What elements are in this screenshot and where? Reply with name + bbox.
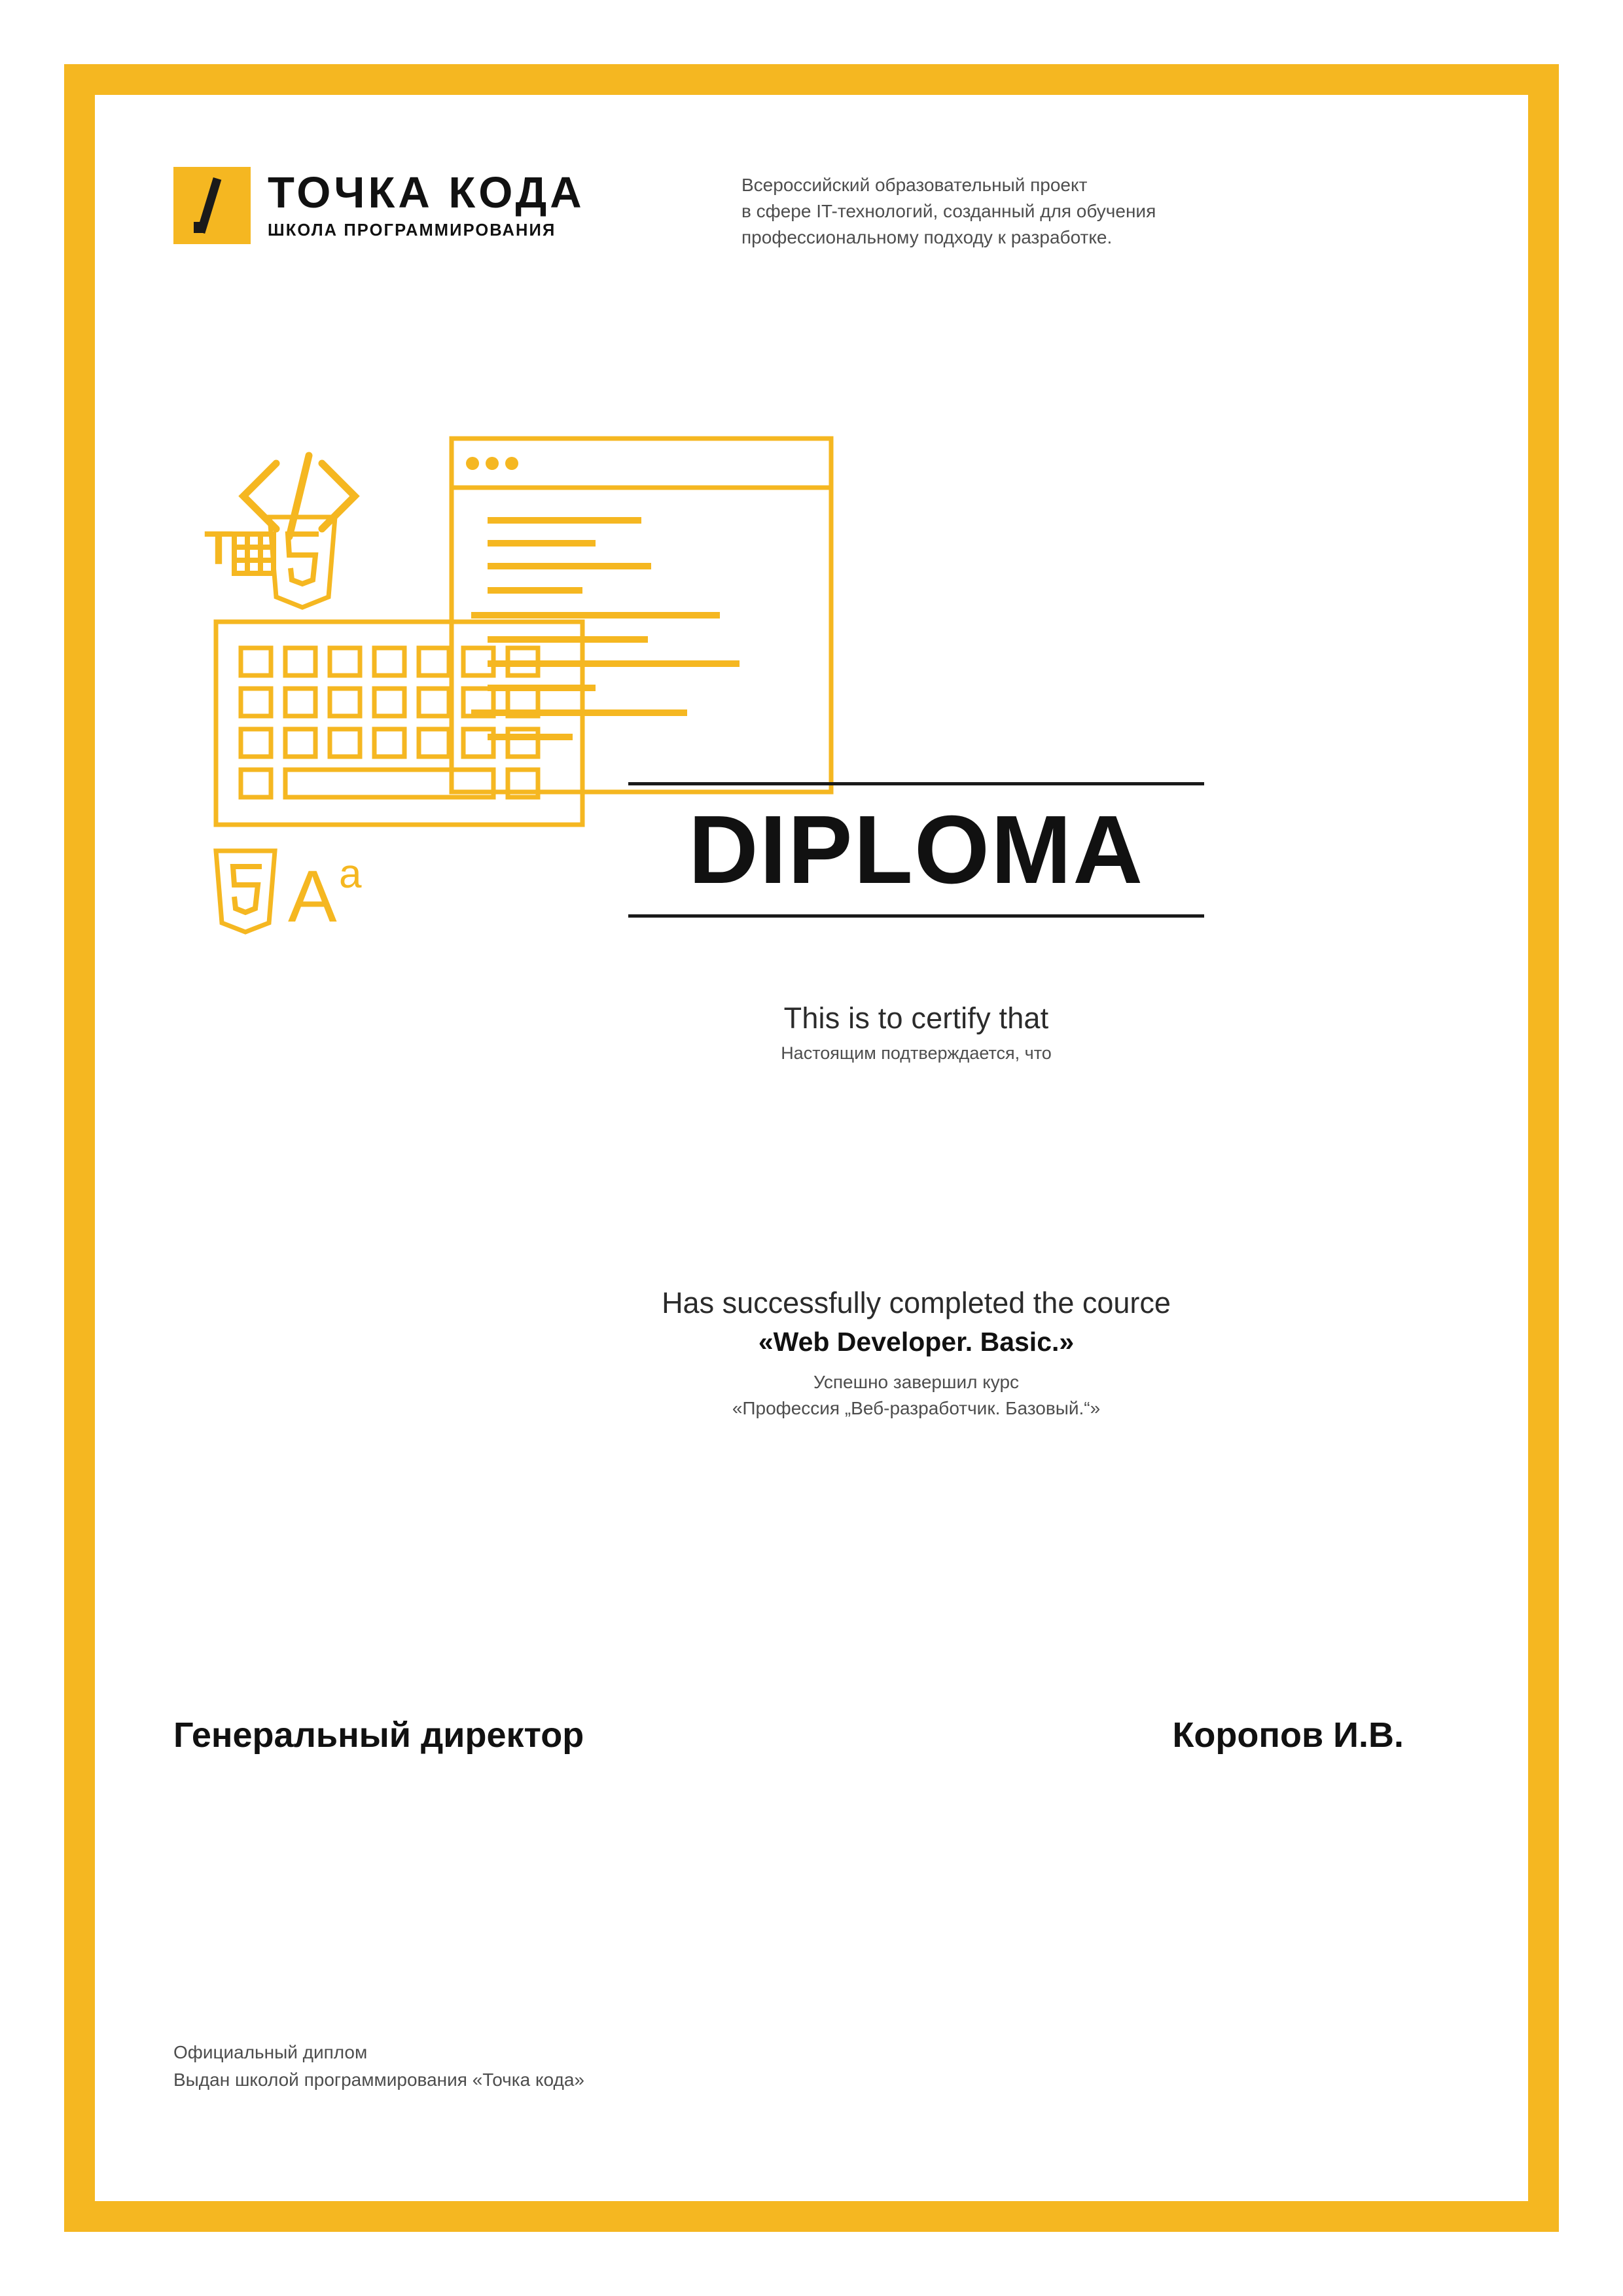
css3-badge-icon [216, 851, 275, 932]
certify-text-ru: Настоящим подтверждается, что [781, 1043, 1052, 1063]
document-header [173, 167, 1417, 250]
course-name-en: «Web Developer. Basic.» [758, 1327, 1075, 1357]
header-description-line-3: профессиональному подходу к разработке. [741, 226, 1113, 247]
footer-line-1: Официальный диплом [173, 2042, 368, 2062]
course-completed-en: Has successfully completed the cource [662, 1286, 1171, 1319]
brand-subtitle: ШКОЛА ПРОГРАММИРОВАНИЯ [268, 221, 556, 240]
web-development-illustration [190, 419, 923, 1060]
header-description-line-1: Всероссийский образовательный проект [741, 175, 1088, 195]
document-footer [173, 2039, 584, 2094]
brand-text [268, 168, 585, 240]
logo-mark-icon [173, 167, 251, 244]
course-name-ru: «Профессия „Веб-разработчик. Базовый.“» [732, 1398, 1101, 1418]
brand-logo [173, 167, 717, 244]
signatory-name: Коропов И.В. [1172, 1715, 1404, 1755]
page-border-inner [95, 95, 1528, 2201]
svg-text:T: T [204, 522, 233, 575]
brand-title: ТОЧКА КОДА [268, 168, 585, 217]
header-description-line-2: в сфере IT-технологий, созданный для обучения [741, 200, 1156, 221]
diploma-title-block [628, 782, 1204, 918]
text-table-icon [204, 522, 274, 575]
rule-top [628, 782, 1204, 785]
signatory-role: Генеральный директор [173, 1715, 584, 1755]
course-block [497, 1286, 1335, 1419]
rule-bottom [628, 914, 1204, 918]
logo-dot-shape [194, 222, 205, 233]
header-description [741, 167, 1156, 250]
code-tags-icon [243, 456, 355, 537]
diploma-title: DIPLOMA [688, 796, 1145, 904]
certify-block [563, 1001, 1270, 1064]
course-completed-ru: Успешно завершил курс [813, 1372, 1020, 1392]
svg-text:a: a [339, 852, 362, 897]
signature-row [173, 1715, 1404, 1755]
certify-text-en: This is to certify that [783, 1001, 1049, 1035]
footer-line-2: Выдан школой программирования «Точка кода» [173, 2070, 584, 2090]
typography-icon [288, 852, 362, 937]
svg-text:A: A [288, 855, 337, 937]
